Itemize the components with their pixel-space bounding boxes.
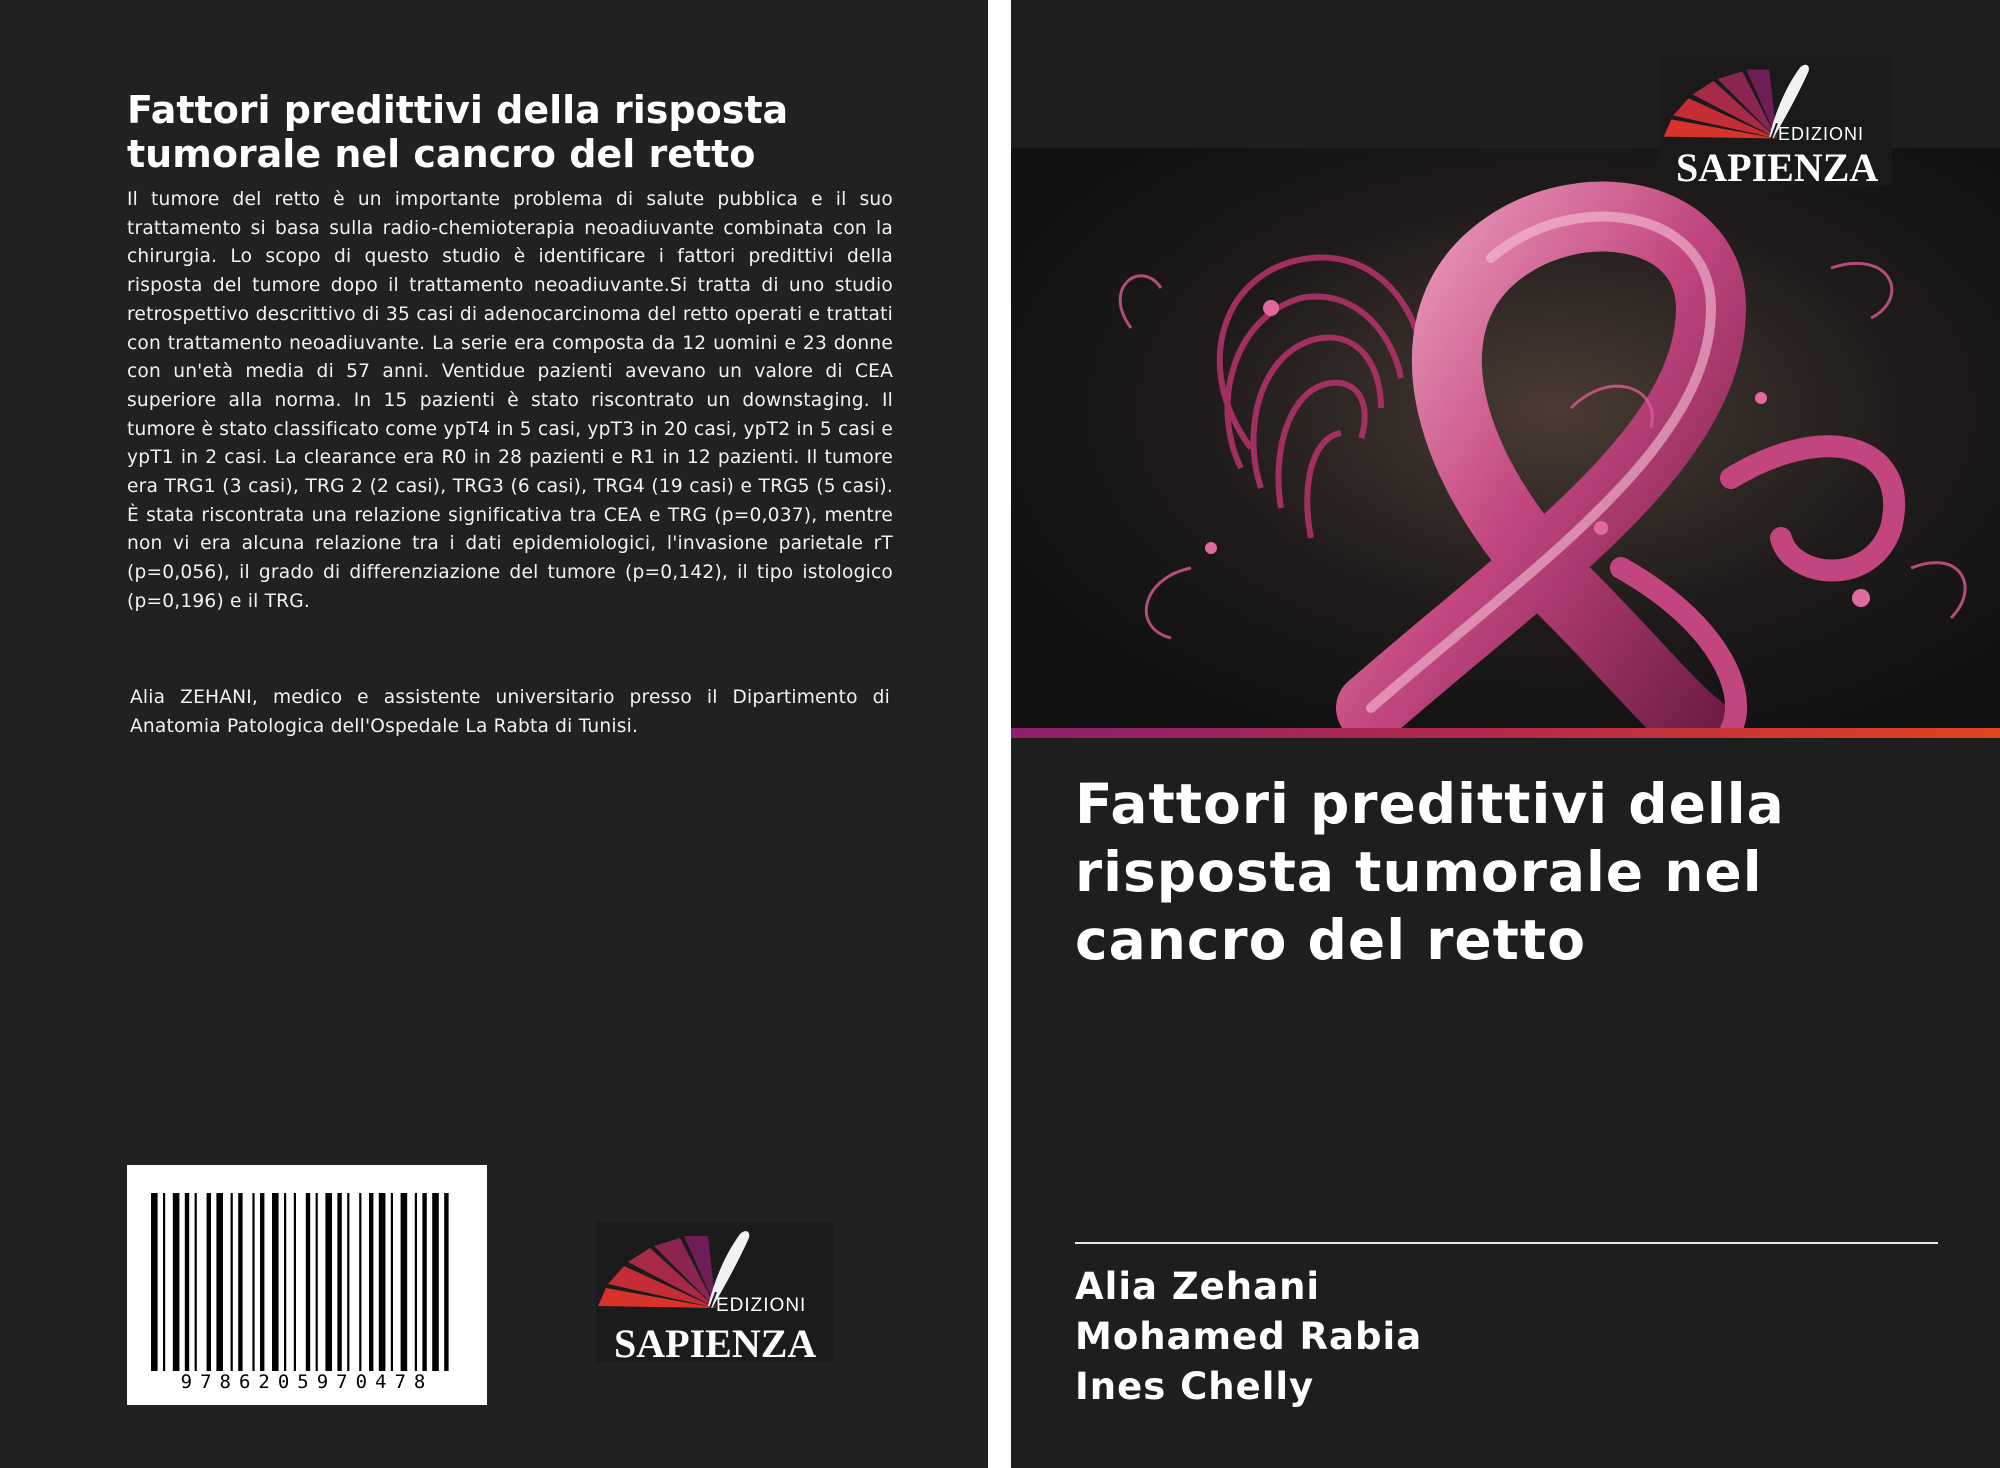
barcode-bar — [347, 1193, 349, 1371]
publisher-logo-back — [596, 1222, 834, 1366]
publisher-name: SAPIENZA — [1676, 145, 1879, 190]
cover-illustration — [1011, 148, 2000, 730]
barcode-bar — [401, 1193, 408, 1371]
barcode-bar — [195, 1193, 197, 1371]
barcode-bar — [284, 1193, 286, 1371]
author-name: Ines Chelly — [1075, 1365, 1315, 1408]
barcode-bars — [147, 1193, 467, 1371]
front-cover — [1011, 0, 2000, 1468]
barcode-bar — [379, 1193, 386, 1371]
title-divider — [1075, 1242, 1938, 1244]
back-cover-blurb: Il tumore del retto è un importante problema di salute pubblica e il suo trattamento si basa sulla radio-chemioterapia neoadiuvante combinata con la chirurgia. Lo scopo di questo studio è identificare i fattori predittivi della risposta del tumore dopo il trattamento neoadiuvante.Si tratta di uno studio retrospettivo descrittivo di 35 casi di adenocarcinoma del retto operati e trattati con trattamento neoadiuvante. La serie era composta da 12 uomini e 23 donne con un'età media di 57 anni. Ventidue pazienti avevano un valore di CEA superiore alla norma. In 15 pazienti è stato riscontrato un downstaging. Il tumore è stato classificato come ypT4 in 5 casi, ypT3 in 20 casi, ypT2 in 5 casi e ypT1 in 2 casi. La clearance era R0 in 28 pazienti e R1 in 12 pazienti. Il tumore era TRG1 (3 casi), TRG 2 (2 casi), TRG3 (6 casi), TRG4 (19 casi) e TRG5 (5 casi). È stata riscontrata una relazione significativa tra CEA e TRG (p=0,037), mentre non vi era alcuna relazione tra i dati epidemiologici, l'invasione parietale rT (p=0,056), il grado di differenziazione del tumore (p=0,142), il tipo istologico (p=0,196) e il TRG. — [127, 189, 893, 612]
author-name: Alia Zehani — [1075, 1265, 1321, 1308]
barcode-bar — [316, 1193, 318, 1371]
barcode-bar — [185, 1193, 189, 1371]
barcode-bar — [272, 1193, 279, 1371]
publisher-name: SAPIENZA — [614, 1321, 817, 1366]
barcode-bar — [432, 1193, 439, 1371]
barcode-bar — [173, 1193, 180, 1371]
author-list — [1075, 1262, 1422, 1412]
barcode-bar — [359, 1193, 361, 1371]
barcode-bar — [325, 1193, 332, 1371]
barcode-bar — [260, 1193, 264, 1371]
front-cover-title: Fattori predittivi della risposta tumorale nel cancro del retto — [1075, 772, 1785, 972]
publisher-logo-front — [1660, 56, 1892, 190]
barcode-bar — [306, 1193, 310, 1371]
back-cover-title: Fattori predittivi della risposta tumorale nel cancro del retto — [127, 88, 789, 176]
barcode-bar — [238, 1193, 242, 1371]
barcode-bar — [369, 1193, 373, 1371]
isbn-barcode — [127, 1165, 487, 1405]
barcode-bar — [415, 1193, 417, 1371]
barcode-bar — [216, 1193, 223, 1371]
barcode-bar — [207, 1193, 211, 1371]
barcode-bar — [231, 1193, 233, 1371]
author-name: Mohamed Rabia — [1075, 1315, 1423, 1358]
accent-line — [1011, 728, 2000, 738]
author-bio: Alia ZEHANI, medico e assistente universitario presso il Dipartimento di Anatomia Patologica dell'Ospedale La Rabta di Tunisi. — [130, 687, 890, 737]
barcode-bar — [444, 1193, 448, 1371]
barcode-bar — [294, 1193, 296, 1371]
barcode-bar — [163, 1193, 165, 1371]
publisher-imprint: EDIZIONI — [1778, 124, 1865, 144]
back-cover — [0, 0, 988, 1468]
barcode-bar — [252, 1193, 254, 1371]
barcode-bar — [422, 1193, 426, 1371]
barcode-bar — [391, 1193, 393, 1371]
isbn-digits: 9786205970478 — [137, 1371, 477, 1393]
publisher-imprint: EDIZIONI — [716, 1295, 807, 1316]
spine-gap — [988, 0, 1011, 1468]
barcode-bar — [337, 1193, 341, 1371]
barcode-bar — [151, 1193, 158, 1371]
